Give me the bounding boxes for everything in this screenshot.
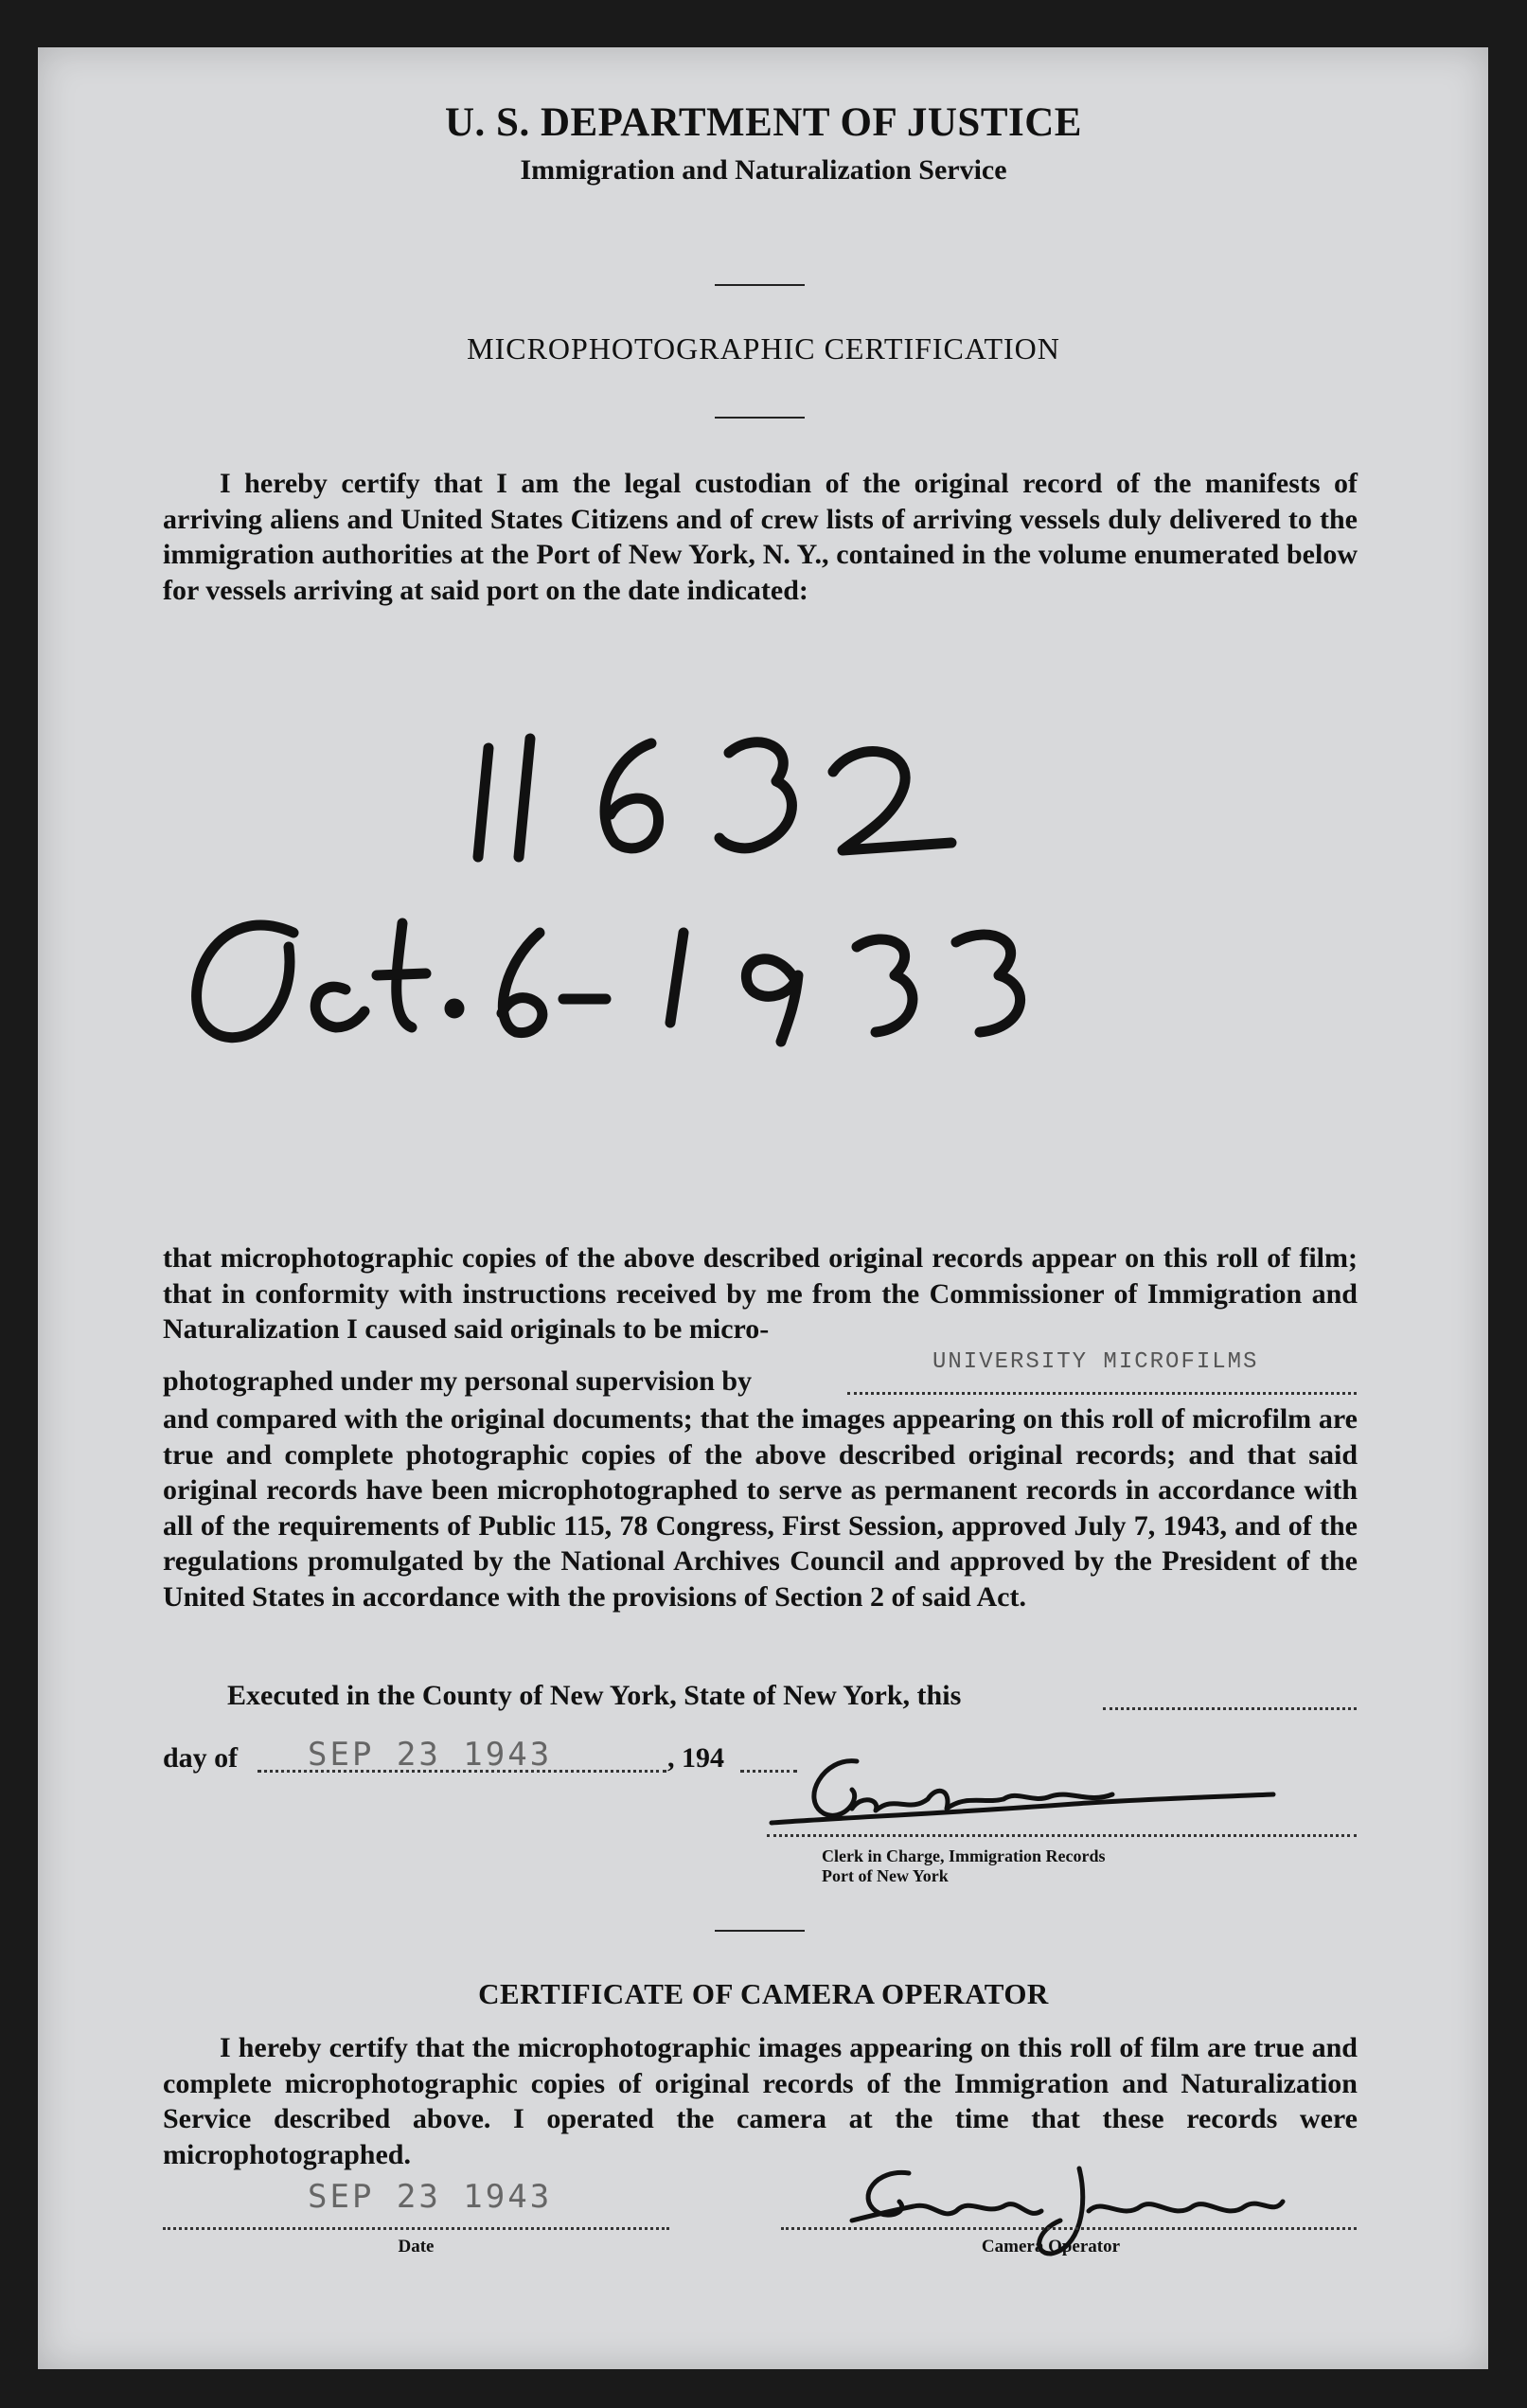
date-caption: Date: [398, 2237, 435, 2256]
certification-title: MICROPHOTOGRAPHIC CERTIFICATION: [467, 331, 1060, 366]
supervisor-typed: UNIVERSITY MICROFILMS: [932, 1349, 1259, 1375]
body-text-1: that microphotographic copies of the above described original records appear on this roll of film; that in conformity with instructions received by me from the Commissioner of Immigration and Naturalization I caused said originals to be micro-: [163, 1242, 1358, 1345]
executed-text: Executed in the County of New York, State of New York, this: [227, 1680, 962, 1711]
clerk-title: Clerk in Charge, Immigration Records: [822, 1846, 1106, 1865]
intro-text: I hereby certify that I am the legal custodian of the original record of the manifests of arriving aliens and United States Citizens and of crew lists of arriving vessels duly delivered to the immigration authorities at the Port of New York, N. Y., contained in the volume enumerated below for vessels arriving at said port on the date indicated:: [163, 468, 1358, 606]
camera-certificate-title: CERTIFICATE OF CAMERA OPERATOR: [478, 1977, 1049, 2010]
camera-date-stamp: SEP 23 1943: [308, 2178, 553, 2216]
day-of-label: day of: [163, 1742, 239, 1774]
date-stamp: SEP 23 1943: [308, 1736, 553, 1774]
camera-operator-line: [781, 2227, 1357, 2230]
camera-operator-caption: Camera Operator: [981, 2237, 1121, 2256]
department-heading: U. S. DEPARTMENT OF JUSTICE: [444, 100, 1082, 145]
camera-statement: I hereby certify that the microphotographic images appearing on this roll of film are true and complete microphotographic copies of original records of the Immigration and Naturalization Service described above. I operated the camera at the time that these records were microphotographed.: [163, 2032, 1358, 2170]
clerk-office: Port of New York: [822, 1866, 949, 1885]
year-label: , 194: [667, 1742, 724, 1774]
service-subheading: Immigration and Naturalization Service: [520, 154, 1007, 186]
supervision-label: photographed under my personal supervision by: [163, 1365, 753, 1397]
body-text-2: and compared with the original documents; that the images appearing on this roll of microfilm are true and complete photographic copies of the above described original records; and that said original records have been microphotographed to serve as permanent records in accordance with all of the requirements of Public 115, 78 Congress, First Session, approved July 7, 1943, and of the regulations promulgated by the National Archives Council and approved by the President of the United States in accordance with the provisions of Section 2 of said Act.: [163, 1403, 1358, 1613]
